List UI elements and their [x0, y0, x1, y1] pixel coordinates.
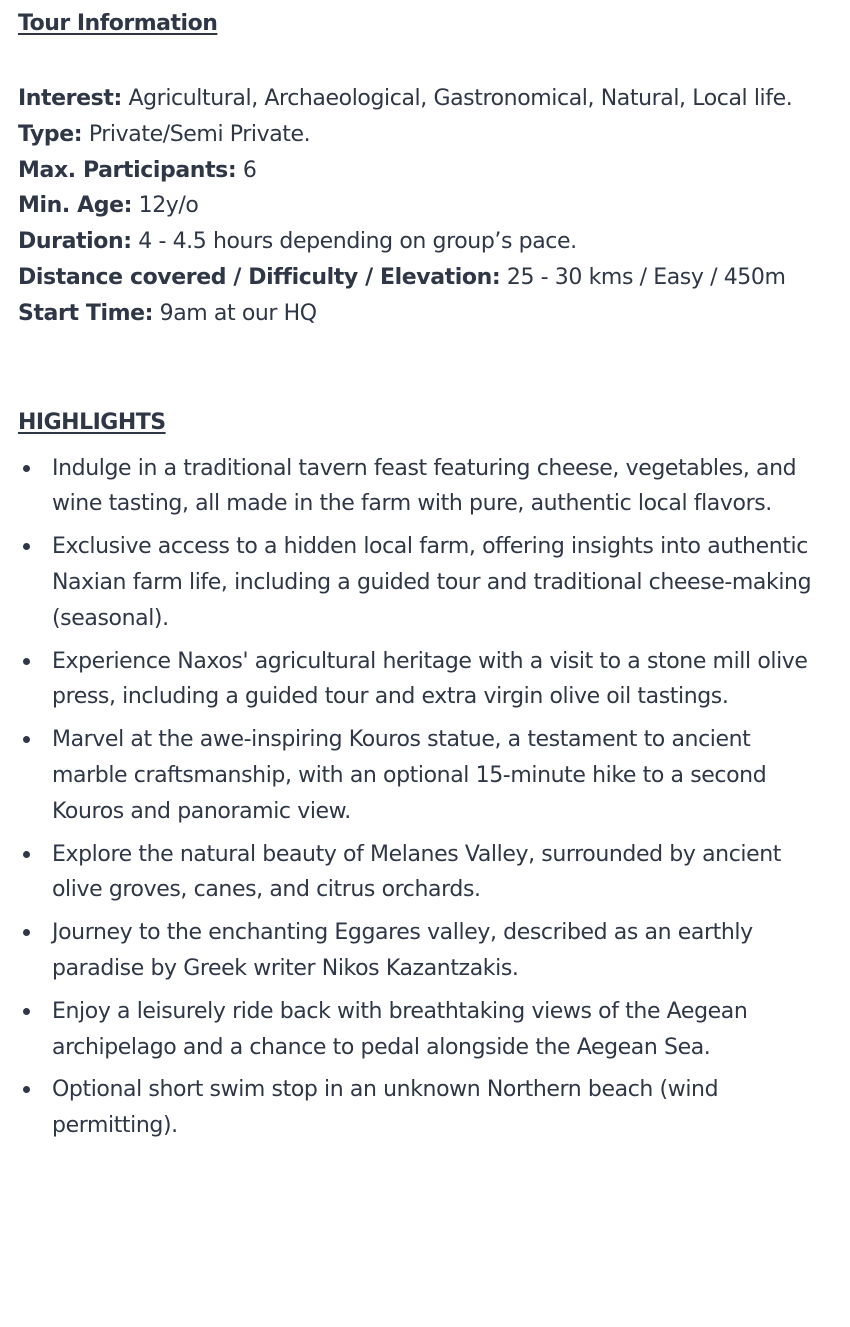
info-row-interest: [18, 81, 832, 117]
list-item: [18, 837, 812, 909]
highlights-list: [18, 451, 832, 1144]
bullet-icon: [23, 543, 30, 550]
info-value: 12y/o: [138, 193, 199, 219]
tour-information-heading: Tour Information: [18, 11, 218, 36]
info-label: Start Time:: [18, 300, 154, 326]
list-item: [18, 722, 812, 829]
info-label: Type:: [18, 121, 83, 147]
highlight-text: Exclusive access to a hidden local farm, offering insights into authentic Naxian farm life, including a guided tour and traditional cheese-making (seasonal).: [52, 534, 812, 631]
list-item: [18, 451, 812, 523]
highlight-text: Journey to the enchanting Eggares valley, described as an earthly paradise by Greek writer Nikos Kazantzakis.: [52, 920, 753, 981]
info-label: Distance covered / Difficulty / Elevation:: [18, 264, 501, 290]
bullet-icon: [23, 1086, 30, 1093]
list-item: [18, 529, 812, 636]
info-label: Duration:: [18, 229, 132, 255]
info-value: 6: [242, 157, 257, 183]
highlight-text: Experience Naxos' agricultural heritage with a visit to a stone mill olive press, including a guided tour and extra virgin olive oil tastings.: [52, 648, 808, 710]
info-label: Min. Age:: [18, 193, 133, 219]
info-value: 9am at our HQ: [159, 300, 317, 326]
bullet-icon: [23, 465, 30, 472]
highlight-text: Indulge in a traditional tavern feast featuring cheese, vegetables, and wine tasting, all made in the farm with pure, authentic local flavors.: [52, 455, 797, 517]
tour-info-block: [18, 81, 832, 332]
highlight-text: Explore the natural beauty of Melanes Valley, surrounded by ancient olive groves, canes, and citrus orchards.: [52, 841, 782, 903]
info-value: 25 - 30 kms / Easy / 450m: [506, 264, 786, 290]
list-item: [18, 644, 812, 716]
list-item: [18, 1072, 812, 1144]
info-row-type: [18, 117, 832, 153]
bullet-icon: [23, 1008, 30, 1015]
info-row-distance: [18, 260, 832, 296]
info-label: Max. Participants:: [18, 157, 237, 183]
highlights-heading: HIGHLIGHTS: [18, 409, 166, 435]
bullet-icon: [23, 929, 30, 936]
bullet-icon: [23, 658, 30, 665]
bullet-icon: [23, 736, 30, 743]
list-item: [18, 994, 812, 1066]
info-row-min-age: [18, 188, 832, 224]
highlight-text: Marvel at the awe-inspiring Kouros statue, a testament to ancient marble craftsmanship, with an optional 15-minute hike to a second Kouros and panoramic view.: [52, 727, 767, 824]
info-value: 4 - 4.5 hours depending on group’s pace.: [138, 229, 577, 255]
list-item: [18, 915, 812, 987]
highlight-text: Enjoy a leisurely ride back with breathtaking views of the Aegean archipelago and a chance to pedal alongside the Aegean Sea.: [52, 998, 748, 1060]
info-value: Private/Semi Private.: [88, 121, 311, 147]
info-value: Agricultural, Archaeological, Gastronomical, Natural, Local life.: [128, 86, 793, 111]
info-row-max-participants: [18, 153, 832, 189]
highlight-text: Optional short swim stop in an unknown Northern beach (wind permitting).: [52, 1077, 719, 1139]
info-row-start-time: [18, 296, 832, 332]
info-label: Interest:: [18, 86, 122, 111]
bullet-icon: [23, 851, 30, 858]
info-row-duration: [18, 224, 832, 260]
